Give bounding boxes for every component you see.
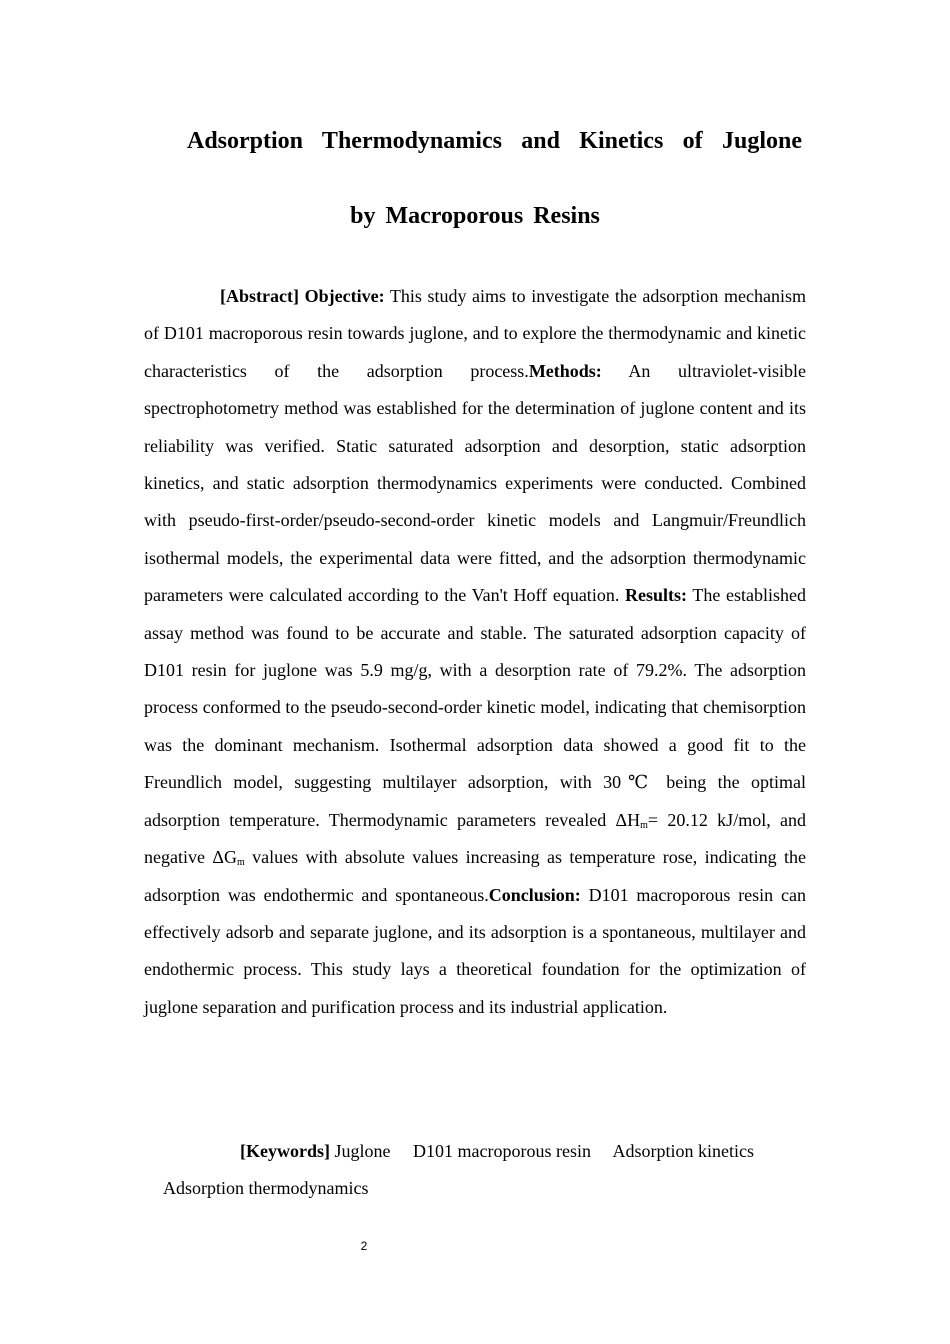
- results-text-c: values with absolute values increasing as temperature rose, indicating the adsorption was endothermic and spontaneous.: [144, 847, 807, 905]
- results-text-a: The established assay method was found to be accurate and stable. The saturated adsorption capacity of D101 resin for juglone was 5.9 mg/g, with a desorption rate of 79.2%. The adsorption process conformed to the pseudo-second-order kinetic model, indicating that chemisorption was the dominant mechanism. Isothermal adsorption data showed a good fit to the Freundlich model, suggesting multilayer adsorption, with 30℃ being the optimal adsorption temperature. Thermodynamic parameters revealed ΔH: [144, 585, 806, 830]
- methods-label: Methods:: [528, 360, 602, 381]
- subscript-m-gibbs: m: [236, 857, 245, 869]
- conclusion-text: D101 macroporous resin can effectively adsorb and separate juglone, and its adsorption is a spontaneous, multilayer and endothermic process. This study lays a theoretical foundation for the optimization of juglone separation and purification process and its industrial application.: [144, 884, 806, 1017]
- keywords-label: [Keywords]: [240, 1141, 330, 1161]
- objective-text: This study aims to investigate the adsorption mechanism of D101 macroporous resin towards juglone, and to explore the thermodynamic and kinetic characteristics of the adsorption process.: [144, 286, 806, 381]
- abstract-paragraph: [144, 278, 806, 1026]
- keywords-block: [144, 1133, 806, 1208]
- keywords-line-2: [144, 1170, 806, 1207]
- keyword-item: Juglone: [334, 1141, 391, 1161]
- keywords-line-1: [144, 1133, 806, 1170]
- objective-label: Objective:: [304, 286, 385, 306]
- subscript-m-enthalpy: m: [640, 819, 648, 831]
- methods-text: An ultraviolet-visible spectrophotometry method was established for the determination of juglone content and its reliability was verified. Static saturated adsorption and desorption, static adsorption kinetics, and static adsorption thermodynamics experiments were conducted. Combined with pseudo-first-order/pseudo-second-order kinetic models and Langmuir/Freundlich isothermal models, the experimental data were fitted, and the adsorption thermodynamic parameters were calculated according to the Van't Hoff equation.: [144, 360, 806, 606]
- results-text-b: = 20.12 kJ/mol, and negative ΔG: [144, 809, 806, 868]
- page-number: 2: [360, 1239, 368, 1253]
- keyword-item: D101 macroporous resin: [412, 1141, 591, 1161]
- results-label: Results:: [625, 585, 687, 606]
- conclusion-label: Conclusion:: [488, 884, 581, 905]
- title-line-1: Adsorption Thermodynamics and Kinetics of Juglone: [187, 128, 802, 154]
- title-line-2: by Macroporous Resins: [350, 203, 600, 229]
- keyword-item: Adsorption thermodynamics: [163, 1178, 369, 1199]
- abstract-label: [Abstract]: [220, 286, 299, 306]
- keyword-item: Adsorption kinetics: [612, 1141, 754, 1161]
